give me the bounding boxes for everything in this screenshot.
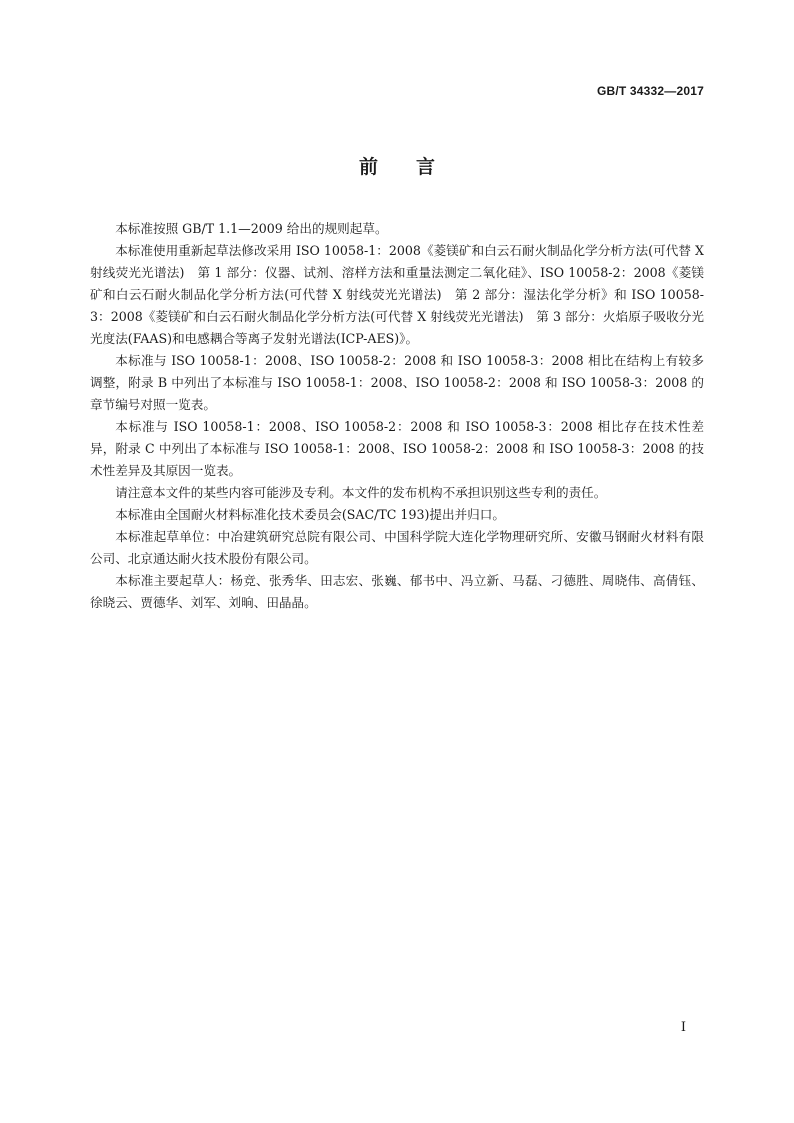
- paragraph-drafting-rules: 本标准按照 GB/T 1.1—2009 给出的规则起草。: [115, 221, 388, 236]
- page-number: I: [680, 1020, 686, 1035]
- page-title: 前 言: [358, 156, 435, 178]
- paragraph-drafters: 本标准主要起草人：杨竞、张秀华、田志宏、张巍、郁书中、冯立新、马磊、刁德胜、周晓伟、高倩钰、徐晓云、贾德华、刘军、刘晌、田晶晶。: [90, 573, 704, 610]
- paragraph-structure-changes: 本标准与 ISO 10058-1：2008、ISO 10058-2：2008 和 ISO 10058-3：2008 相比在结构上有较多调整，附录 B 中列出了本标准与 ISO 10058-1：2008、ISO 10058-2：2008 和 ISO 10058-3：2008 的章节编号对照一览表。: [90, 353, 704, 412]
- paragraph-adoption: 本标准使用重新起草法修改采用 ISO 10058-1：2008《菱镁矿和白云石耐火制品化学分析方法(可代替 X 射线荧光光谱法) 第 1 部分：仪器、试剂、溶样方法和重量法测定二氧化硅》、ISO 10058-2：2008《菱镁矿和白云石耐火制品化学分析方法(可代替 X 射线荧光光谱法) 第 2 部分：湿法化学分析》和 ISO 10058-3：2008《菱镁矿和白云石耐火制品化学分析方法(可代替 X 射线荧光光谱法) 第 3 部分：火焰原子吸收分光光度法(FAAS)和电感耦合等离子发射光谱法(ICP-AES)》。: [90, 243, 704, 346]
- paragraph-proposer: 本标准由全国耐火材料标准化技术委员会(SAC/TC 193)提出并归口。: [115, 507, 505, 522]
- paragraph-drafting-units: 本标准起草单位：中冶建筑研究总院有限公司、中国科学院大连化学物理研究所、安徽马钢耐火材料有限公司、北京通达耐火技术股份有限公司。: [90, 529, 704, 566]
- paragraph-technical-differences: 本标准与 ISO 10058-1：2008、ISO 10058-2：2008 和 ISO 10058-3：2008 相比存在技术性差异，附录 C 中列出了本标准与 ISO 10058-1：2008、ISO 10058-2：2008 和 ISO 10058-3：2008 的技术性差异及其原因一览表。: [90, 419, 704, 478]
- paragraph-patent-notice: 请注意本文件的某些内容可能涉及专利。本文件的发布机构不承担识别这些专利的责任。: [115, 485, 607, 500]
- foreword-body: [90, 218, 704, 614]
- standard-code: GB/T 34332—2017: [596, 84, 704, 98]
